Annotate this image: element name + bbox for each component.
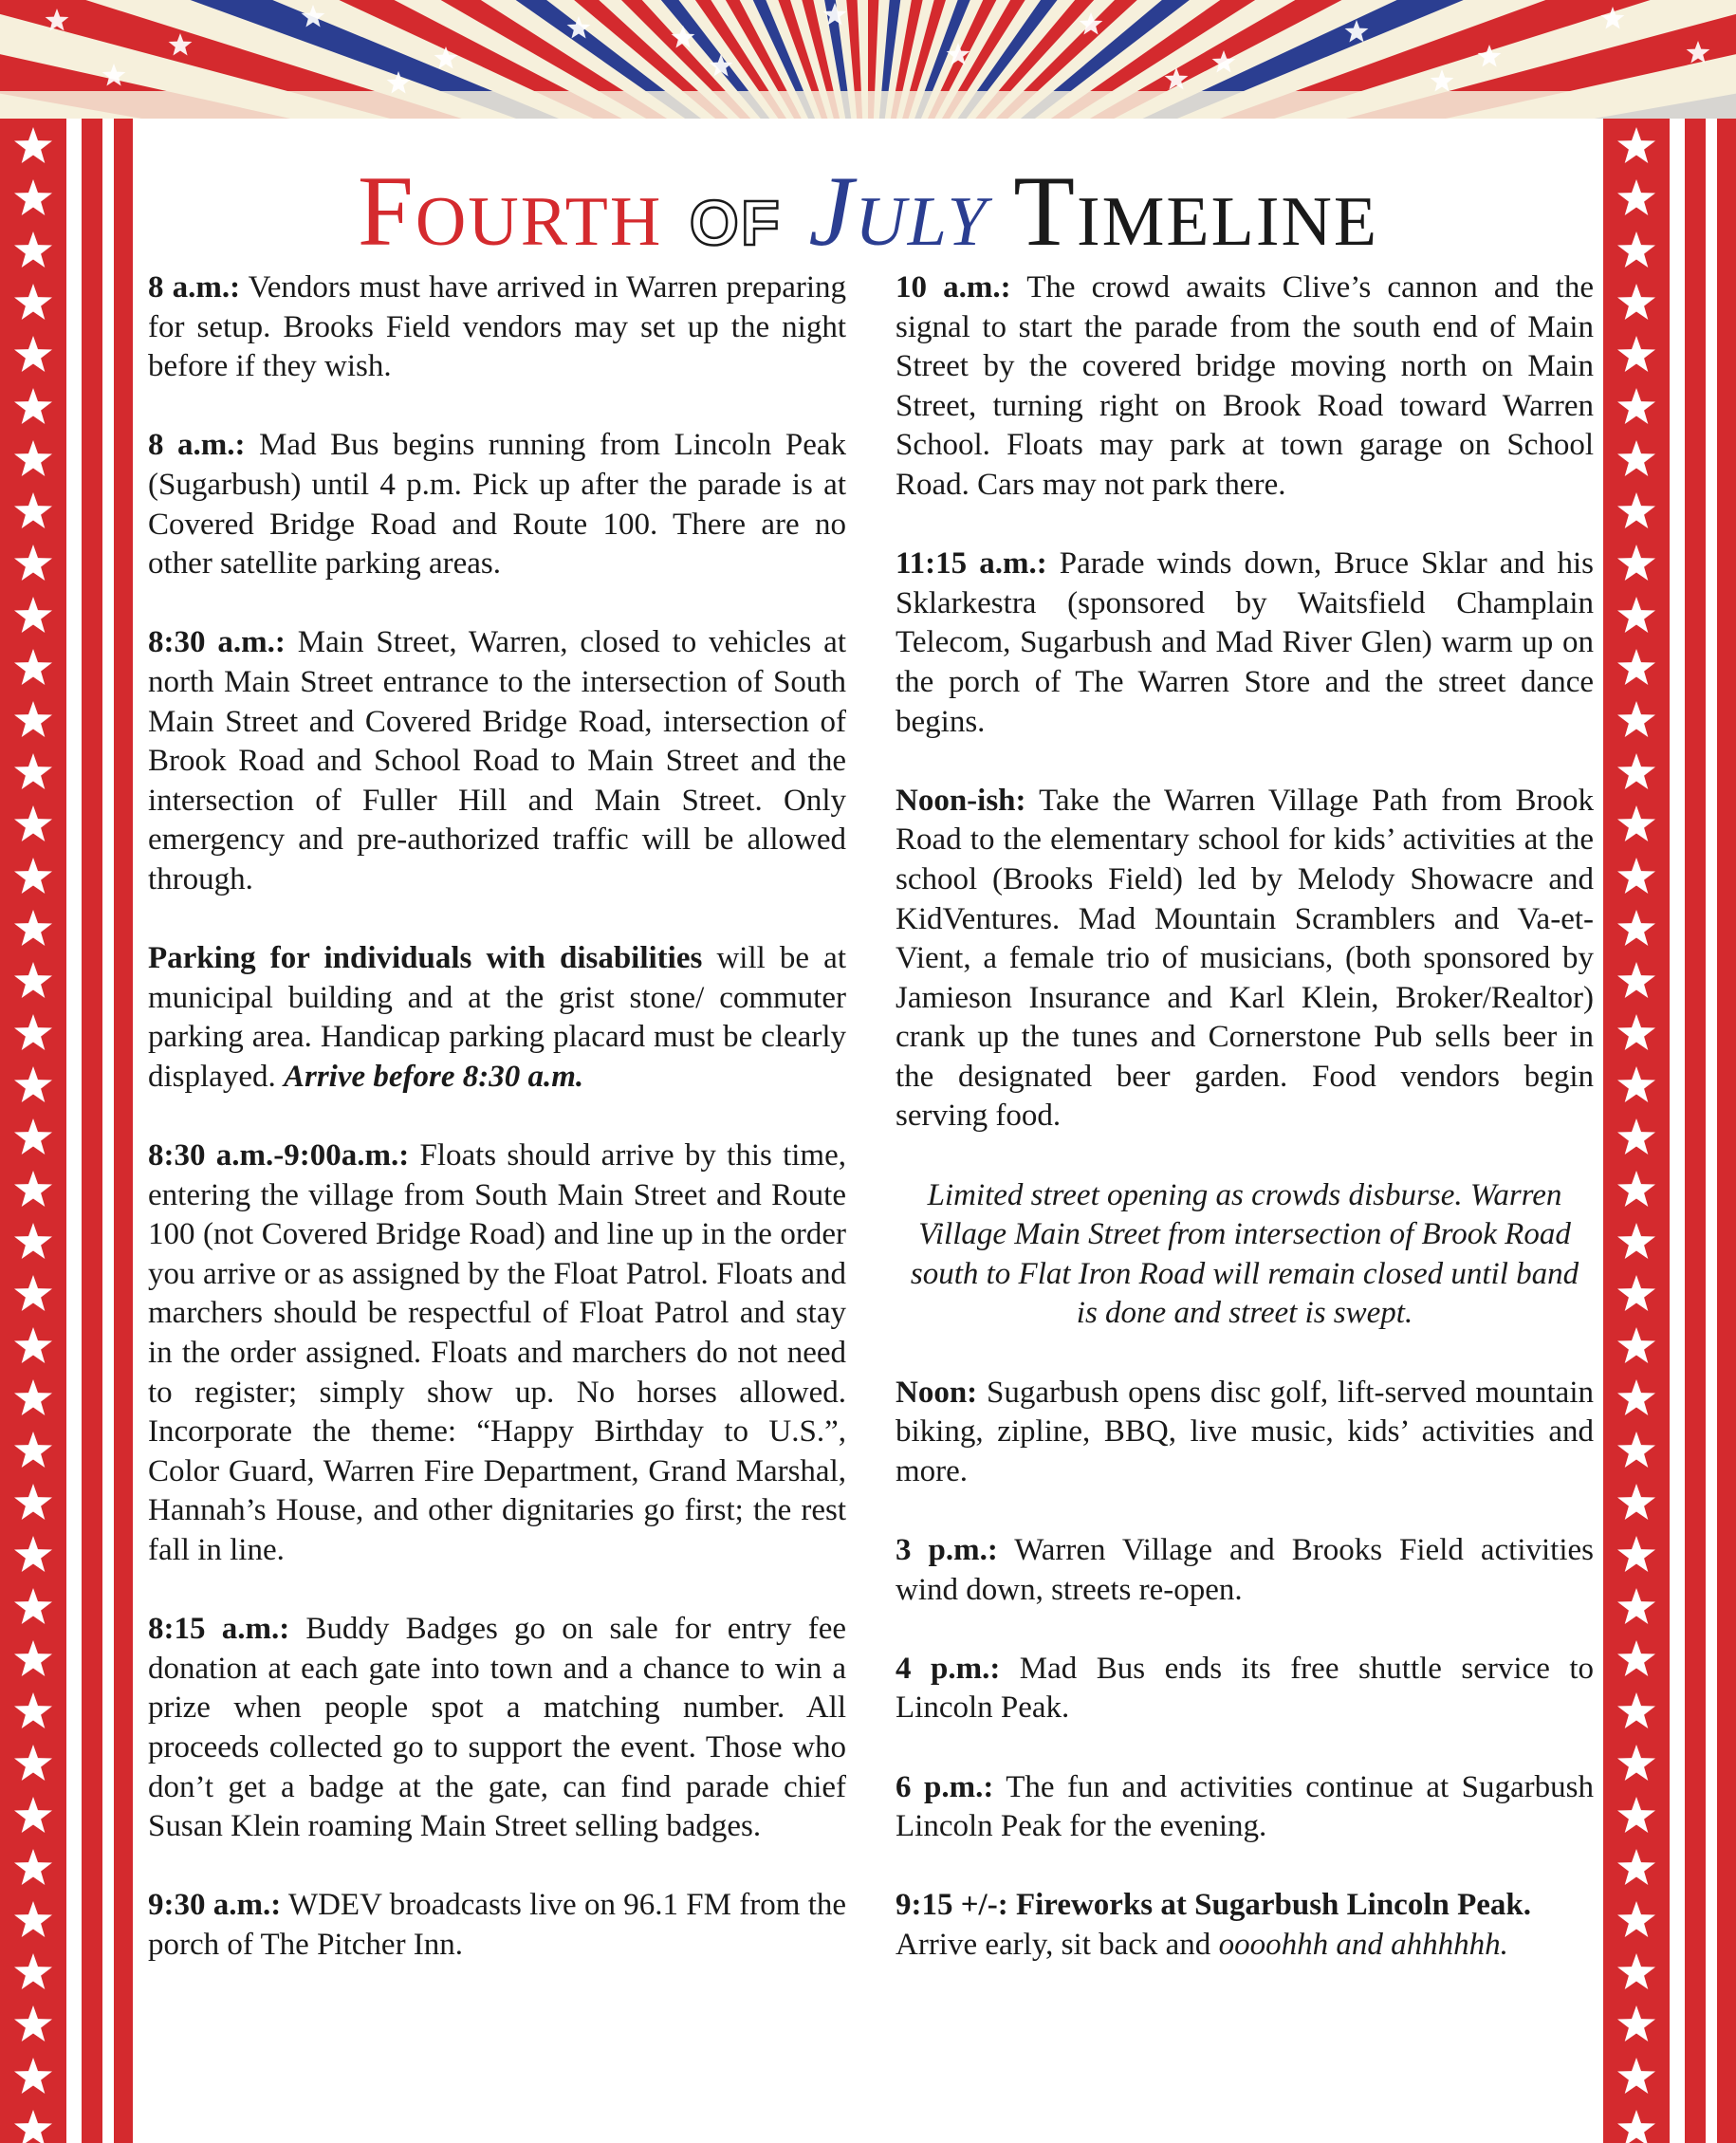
- entry-text: Floats should arrive by this time, entering the village from South Main Street and Route 100 (not Covered Bridge Road) and line up in the order you arrive or as assigned by the Float Patrol. Floats and marchers should be respectful of Float Patrol and stay in the order assigned. Floats and marchers do not need to register; simply show up. No horses allowed. Incorporate the theme: “Happy Birthday to U.S.”, Color Guard, Warren Fire Department, Grand Marshal, Hannah’s House, and other dignitaries go first; the rest fall in line.: [148, 1138, 846, 1567]
- timeline-entry: [148, 939, 846, 1097]
- entry-time: 10 a.m.:: [896, 270, 1011, 305]
- entry-headline: Fireworks at Sugarbush Lincoln Peak.: [1007, 1888, 1532, 1923]
- right-column: [896, 268, 1594, 2004]
- entry-text: The crowd awaits Clive’s cannon and the signal to start the parade from the south end of Main Street by the covered bridge moving north on Main Street, turning right on Brook Road toward Warren School. Floats may park at town garage on School Road. Cars may not park there.: [896, 270, 1594, 502]
- entry-time: 4 p.m.:: [896, 1651, 1001, 1686]
- entry-time: 11:15 a.m.:: [896, 546, 1047, 582]
- entry-text: Warren Village and Brooks Field activities wind down, streets re-open.: [896, 1533, 1594, 1607]
- timeline-entry: [148, 426, 846, 583]
- entry-time: Parking for individuals with disabilities: [148, 941, 703, 976]
- page-title: [133, 145, 1603, 278]
- entry-time: 8 a.m.:: [148, 428, 246, 463]
- entry-text: The fun and activities continue at Sugarbush Lincoln Peak for the evening.: [896, 1769, 1594, 1844]
- timeline-entry: [896, 782, 1594, 1136]
- entry-text: Mad Bus ends its free shuttle service to Lincoln Peak.: [896, 1651, 1594, 1726]
- left-star-border: [0, 119, 133, 2143]
- timeline-entry: [896, 1374, 1594, 1492]
- sunburst-graphic: [0, 0, 1736, 123]
- timeline-entry: [148, 268, 846, 387]
- right-star-border: [1603, 119, 1736, 2143]
- sunburst-banner: [0, 0, 1736, 123]
- entry-time: Noon:: [896, 1375, 978, 1410]
- entry-text: Mad Bus begins running from Lincoln Peak (Sugarbush) until 4 p.m. Pick up after the parade is at Covered Bridge Road and Route 100. There are no other satellite parking areas.: [148, 428, 846, 582]
- entry-text: Main Street, Warren, closed to vehicles at north Main Street entrance to the intersection of South Main Street and Covered Bridge Road, intersection of Brook Road and School Road to Main Street and the intersection of Fuller Hill and Main Street. Only emergency and pre-authorized traffic will be allowed through.: [148, 625, 846, 896]
- title-word-fourth: Fourth: [357, 156, 663, 267]
- left-column: [148, 268, 846, 2004]
- entry-text: Sugarbush opens disc golf, lift-served mountain biking, zipline, BBQ, live music, kids’ activities and more.: [896, 1375, 1594, 1488]
- entry-time: 8:30 a.m.-9:00a.m.:: [148, 1138, 410, 1173]
- timeline-entry: [896, 1650, 1594, 1728]
- title-word-july: July: [808, 156, 988, 267]
- timeline-entry: [896, 1768, 1594, 1847]
- title-word-timeline: Timeline: [1013, 156, 1379, 267]
- entry-time: 8:30 a.m.:: [148, 625, 286, 660]
- timeline-entry: [896, 545, 1594, 742]
- street-closure-notice: Limited street opening as crowds disburse. Warren Village Main Street from intersection of Brook Road south to Flat Iron Road will remain closed until band is done and street is swept.: [910, 1177, 1579, 1331]
- timeline-entry: [148, 1886, 846, 1965]
- entry-text: Take the Warren Village Path from Brook Road to the elementary school for kids’ activities at the school (Brooks Field) led by Melody Showacre and KidVentures. Mad Mountain Scramblers and Va-et-Vient, a female trio of musicians, (both sponsored by Jamieson Insurance and Karl Klein, Broker/Realtor) crank up the tunes and Cornerstone Pub sells beer in the designated beer garden. Food vendors begin serving food.: [896, 783, 1594, 1134]
- entry-time: 3 p.m.:: [896, 1533, 998, 1567]
- timeline-entry: [148, 1136, 846, 1571]
- entry-time: 8:15 a.m.:: [148, 1612, 290, 1647]
- timeline-entry: [896, 1531, 1594, 1610]
- entry-emphasis: oooohhh and ahhhhhh.: [1218, 1927, 1508, 1962]
- entry-time: 9:15 +/-:: [896, 1888, 1008, 1923]
- entry-time: 6 p.m.:: [896, 1769, 994, 1804]
- entry-text: Buddy Badges go on sale for entry fee donation at each gate into town and a chance to win a prize when people spot a matching number. All proceeds collected go to support the event. Those who don’t get a badge at the gate, can find parade chief Susan Klein roaming Main Street selling badges.: [148, 1612, 847, 1844]
- entry-text: Parade winds down, Bruce Sklar and his Sklarkestra (sponsored by Waitsfield Champlain Telecom, Sugarbush and Mad River Glen) warm up on the porch of The Warren Store and the street dance begins.: [896, 546, 1594, 739]
- entry-text: will be at municipal building and at the grist stone/ commuter parking area. Handicap parking placard must be clearly displayed.: [148, 941, 846, 1094]
- entry-emphasis: Arrive before 8:30 a.m.: [283, 1059, 584, 1094]
- entry-text: Vendors must have arrived in Warren preparing for setup. Brooks Field vendors may set up the night before if they wish.: [148, 270, 846, 384]
- star-stripe-graphic: [0, 119, 133, 2143]
- star-stripe-graphic: [1603, 119, 1736, 2143]
- entry-time: 9:30 a.m.:: [148, 1888, 282, 1923]
- timeline-entry-fireworks: [896, 1886, 1594, 1965]
- timeline-entry: [896, 268, 1594, 506]
- timeline-entry: [148, 623, 846, 899]
- entry-text: Arrive early, sit back and: [896, 1927, 1219, 1962]
- entry-time: Noon-ish:: [896, 783, 1026, 818]
- entry-time: 8 a.m.:: [148, 270, 241, 305]
- title-word-of: of: [689, 163, 782, 265]
- entry-text: WDEV broadcasts live on 96.1 FM from the porch of The Pitcher Inn.: [148, 1888, 847, 1962]
- timeline-entry: [148, 1610, 846, 1847]
- flyer-page: [133, 119, 1603, 2143]
